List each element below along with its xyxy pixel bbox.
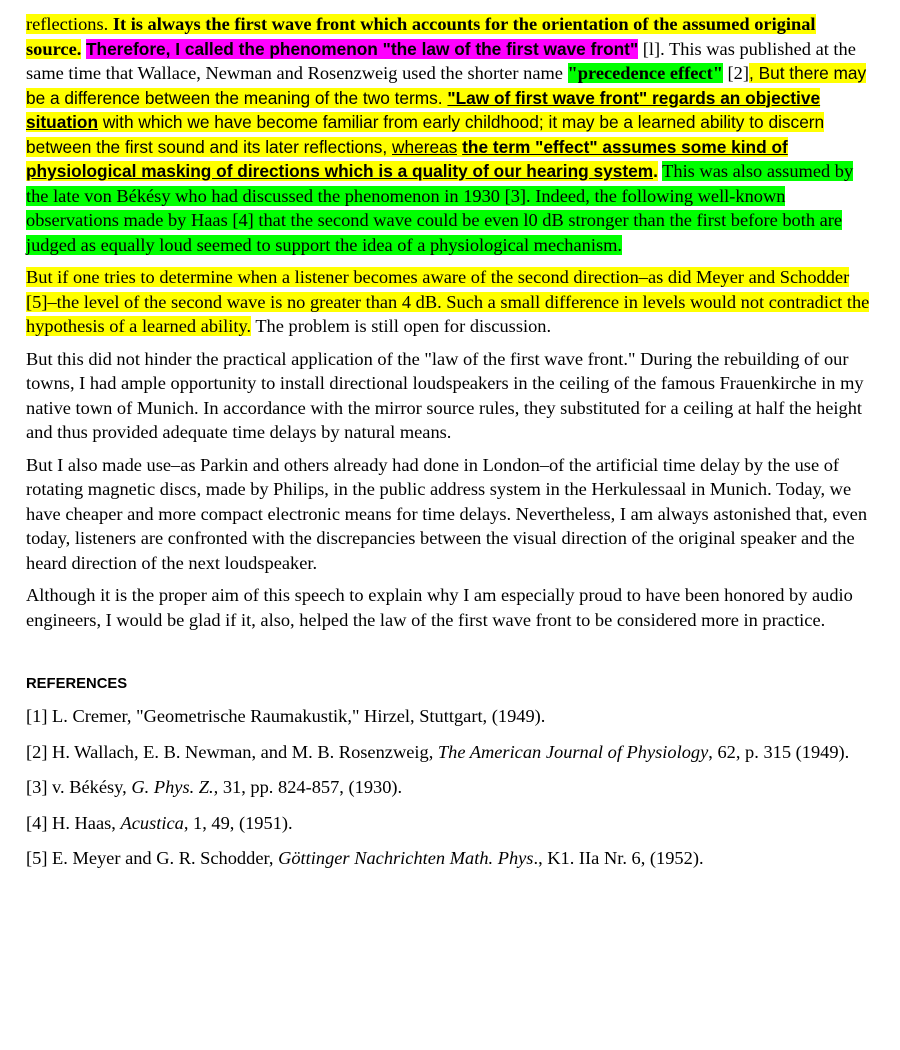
journal-title: Acustica — [120, 812, 184, 833]
highlighted-bold-text: It is always the first wave front which accounts for the orientation of the assumed original source. — [26, 14, 816, 59]
green-highlight-term: "precedence effect" — [567, 63, 723, 83]
highlighted-sans-text: with which we have become familiar from early childhood; it may be a learned ability to discern between the first sound and its later reflections, — [26, 112, 825, 157]
reference-text: , 62, p. 315 (1949). — [708, 741, 850, 762]
highlighted-underlined-bold-text: the term "effect" assumes some kind of physiological masking of directions which is a quality of our hearing system — [26, 136, 788, 181]
green-highlight-text: This was also assumed by the late von Békésy who had discussed the phenomenon in 1930 [3]. Indeed, the following well-known observations made by Haas [4] that the second wave could be even l0 dB stronger than the first before both are judged as equally loud seemed to support the idea of a physiological mechanism. — [26, 161, 854, 255]
text-run: reflections. — [26, 14, 113, 34]
reference-text: , 1, 49, (1951). — [183, 812, 293, 833]
paragraph-1 — [26, 12, 874, 257]
reference-text: [4] H. Haas, — [26, 812, 121, 833]
document-page — [26, 12, 874, 882]
reference-2 — [26, 740, 874, 765]
paragraph-5: Although it is the proper aim of this speech to explain why I am especially proud to have been honored by audio engineers, I would be glad if it, also, helped the law of the first wave front to be considered more in practice. — [26, 585, 853, 630]
journal-title: Göttinger Nachrichten Math. Phys — [278, 848, 534, 868]
paragraph-4: But I also made use–as Parkin and others already had done in London–of the artificial time delay by the use of rotating magnetic discs, made by Philips, in the public address system in the Herkulessaal in Munich. Today, we have cheaper and more compact electronic means for time delays. Nevertheless, I am always astonished that, even today, listeners are confronted with the discrepancies between the visual direction of the original speaker and the heard direction of the next loudspeaker. — [26, 454, 868, 573]
journal-title: G. Phys. Z., — [131, 777, 219, 797]
magenta-highlight-text: Therefore, I called the phenomenon "the law of the first wave front" — [85, 38, 639, 59]
paragraph-3: But this did not hinder the practical application of the "law of the first wave front." During the rebuilding of our towns, I had ample opportunity to install directional loudspeakers in the ceiling of the famous Frauenkirche in my native town of Munich. In accordance with the mirror source rules, they substituted for a ceiling at half the height and thus provided adequate time delays by natural means. — [26, 348, 864, 442]
reference-text: ., K1. IIa Nr. 6, (1952). — [533, 848, 704, 868]
text-run: [l]. This was published at the same time that Wallace, Newman and Rosenzweig used the shorter name — [26, 38, 856, 83]
references-heading: REFERENCES — [26, 676, 128, 692]
highlighted-underlined-bold-text: "Law of first wave front" regards an objective situation — [26, 87, 821, 132]
reference-4 — [26, 811, 874, 836]
reference-text: [5] E. Meyer and G. R. Schodder, — [26, 848, 279, 868]
underlined-text: whereas — [392, 136, 458, 157]
reference-1: [1] L. Cremer, "Geometrische Raumakustik," Hirzel, Stuttgart, (1949). — [26, 706, 546, 726]
paragraph-2 — [26, 265, 874, 339]
reference-text: 31, pp. 824-857, (1930). — [218, 777, 403, 797]
reference-text: [3] v. Békésy, — [26, 777, 132, 797]
citation: [2] — [722, 63, 749, 83]
reference-5 — [26, 846, 874, 871]
reference-3 — [26, 775, 874, 800]
period: . — [653, 161, 658, 181]
highlighted-text: But if one tries to determine when a listener becomes aware of the second direction–as did Meyer and Schodder [5]–the level of the second wave is no greater than 4 dB. Such a small difference in levels would not contradict the hypothesis of a learned ability. — [26, 267, 870, 336]
journal-title: The American Journal of Physiology — [437, 741, 709, 762]
reference-text: [2] H. Wallach, E. B. Newman, and M. B. Rosenzweig, — [26, 741, 438, 762]
highlighted-sans-text: , But there may be a difference between the meaning of the two terms. — [26, 63, 867, 108]
text-run: The problem is still open for discussion. — [251, 316, 552, 336]
